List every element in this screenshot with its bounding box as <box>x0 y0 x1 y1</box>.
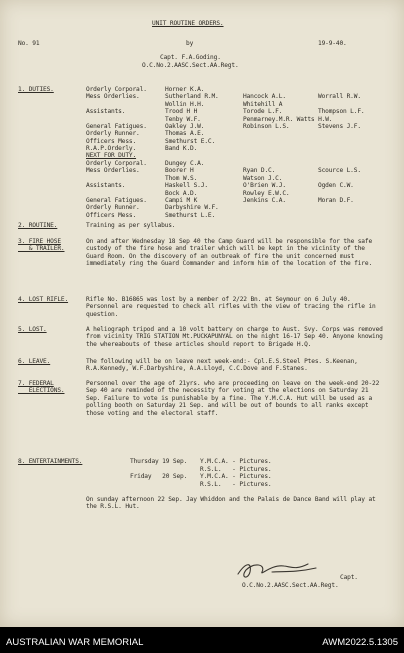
entertainments-note: On sunday afternoon 22 Sep. Jay Whiddon and the Palais de Dance Band will play at the R.S.L. Hut. <box>86 496 376 511</box>
section-heading: 4. LOST RIFLE. <box>18 296 69 303</box>
section-heading: 6. LEAVE. <box>18 358 51 365</box>
duty-role: Orderly Corporal. <box>86 160 147 167</box>
duty-name: Penmarney.M.R. Watts H.W. <box>243 115 333 123</box>
order-number: No. 91 <box>18 40 40 47</box>
duty-name: Ogden C.W. <box>318 182 354 190</box>
duty-role: Orderly Runner. <box>86 204 140 212</box>
commander-unit: O.C.No.2.AASC.Sect.AA.Regt. <box>142 62 239 69</box>
duty-role: R.A.P.Orderly. <box>86 145 137 153</box>
duty-role: Assistants. <box>86 182 126 190</box>
duty-name: Jenkins C.A. <box>243 197 286 204</box>
duty-name: Dungey C.A. <box>165 160 205 167</box>
duty-name: Hancock A.L. <box>243 93 286 101</box>
duty-name: Horner K.A. <box>165 86 205 93</box>
duty-name: Oakley J.W. <box>165 123 205 130</box>
duty-name: Smethurst E.C. <box>165 137 216 145</box>
duty-name: Worrall R.W. <box>318 93 361 101</box>
entertainment-venue: R.S.L. - Pictures. <box>200 480 272 488</box>
duty-name: Thompson L.F. <box>318 108 365 116</box>
duty-role: Mess Orderlies. <box>86 167 140 175</box>
duty-role: Mess Orderlies. <box>86 93 140 101</box>
entertainment-venue: Y.M.C.A. - Pictures. <box>200 473 272 481</box>
archive-name: AUSTRALIAN WAR MEMORIAL <box>6 637 144 648</box>
signature-unit: O.C.No.2.AASC.Sect.AA.Regt. <box>242 582 339 589</box>
duty-role: General Fatigues. <box>86 123 147 130</box>
handwritten-signature <box>232 558 322 582</box>
duty-name: Band K.D. <box>165 145 198 153</box>
duty-role: General Fatigues. <box>86 197 147 204</box>
duty-name: Ryan D.C. <box>243 167 276 175</box>
duty-name: Haskell S.J. <box>165 182 208 190</box>
duty-role: Orderly Runner. <box>86 130 140 138</box>
duty-name: Wollin H.H. <box>165 100 205 108</box>
duty-name: Watson J.C. <box>243 174 283 182</box>
order-date: 19-9-40. <box>318 40 347 47</box>
section-body: Personnel over the age of 21yrs. who are proceeding on leave on the week-end 20-22 Sep 40 are reminded of the necessity for voting at the elections on Saturday 21 Sep. Failure to vote is punishable by a fine. The Y.M.C.A. Hut will be used as a polling booth on Saturday 21 Sep. and will be out of bounds to all ranks except those voting and the electoral staff. <box>86 380 380 417</box>
commander-name: Capt. F.A.Goding. <box>160 54 221 61</box>
document-title: UNIT ROUTINE ORDERS. <box>152 20 224 27</box>
duty-name: Stevens J.F. <box>318 123 361 130</box>
duty-role: Assistants. <box>86 108 126 116</box>
section-body: On and after Wednesday 18 Sep 40 the Camp Guard will be responsible for the safe custody of the fire hose and trailer which will be kept in the vicinity of the Guard Room. On the discovery of an outbreak of fire the unit concerned must immediately ring the Guard Commander and inform him of the location of the fire. <box>86 238 373 268</box>
duty-role: Orderly Corporal. <box>86 86 147 93</box>
duty-name: Sutherland R.M. <box>165 93 219 101</box>
archive-footer <box>0 627 404 653</box>
duty-name: Moran D.F. <box>318 197 354 204</box>
section-body: Training as per syllabus. <box>86 222 176 229</box>
entertainment-day: Thursday 19 Sep. <box>130 458 188 465</box>
duty-name: Rowley E.W.C. <box>243 189 290 197</box>
duty-name: Thomas A.E. <box>165 130 205 138</box>
section-heading: 7. FEDERAL ELECTIONS. <box>18 380 65 395</box>
by-label: by <box>186 40 194 47</box>
duty-name: Trood H H <box>165 108 198 116</box>
duty-name: Whitehill A <box>243 100 283 108</box>
duty-name: Bock A.D. <box>165 189 198 197</box>
duty-name: Smethurst L.E. <box>165 211 216 219</box>
duty-name: Thom W.S. <box>165 174 198 182</box>
duty-name: Tenby W.F. <box>165 115 201 123</box>
section-heading-duties: 1. DUTIES. <box>18 86 54 93</box>
next-for-duty-heading: NEXT FOR DUTY. <box>86 152 137 159</box>
section-body: Rifle No. B16865 was lost by a member of 2/22 Bn. at Seymour on 6 July 40. Personnel are requested to check all rifles with the view of tracing the rifle in question. <box>86 296 376 318</box>
duty-name: Campi M K <box>165 197 198 204</box>
entertainment-day: Friday 20 Sep. <box>130 473 188 481</box>
duty-role: Officers Mess. <box>86 137 137 145</box>
section-heading: 2. ROUTINE. <box>18 222 58 229</box>
section-heading-entertainments: 8. ENTERTAINMENTS. <box>18 458 83 465</box>
signature-rank: Capt. <box>340 574 358 581</box>
duty-name: Robinson L.S. <box>243 123 290 130</box>
entertainment-venue: R.S.L. - Pictures. <box>200 465 272 473</box>
duty-name: Scource L.S. <box>318 167 361 175</box>
duty-name: O'Brien W.J. <box>243 182 286 190</box>
duty-name: Boorer H <box>165 167 194 175</box>
section-body: The following will be on leave next week-end:- Cpl.E.S.Steel Ptes. S.Keenan, R.A.Kennedy, W.F.Darbyshire, A.A.Lloyd, C.C.Dove and F.Stanes. <box>86 358 358 373</box>
entertainment-venue: Y.M.C.A. - Pictures. <box>200 458 272 465</box>
section-heading: 5. LOST. <box>18 326 47 333</box>
duty-name: Torode L.F. <box>243 108 283 116</box>
duty-role: Officers Mess. <box>86 211 137 219</box>
archive-reference: AWM2022.5.1305 <box>322 637 398 648</box>
section-heading: 3. FIRE HOSE & TRAILER. <box>18 238 65 253</box>
section-body: A heliograph tripod and a 10 volt battery on charge to Aust. Svy. Corps was removed from vicinity TRIG STATION Mt.PUCKAPUNYAL on the night 16-17 Sep 40. Anyone knowing the whereabouts of these articles should report to Brigade H.Q. <box>86 326 383 348</box>
duty-name: Darbyshire W.F. <box>165 204 219 212</box>
